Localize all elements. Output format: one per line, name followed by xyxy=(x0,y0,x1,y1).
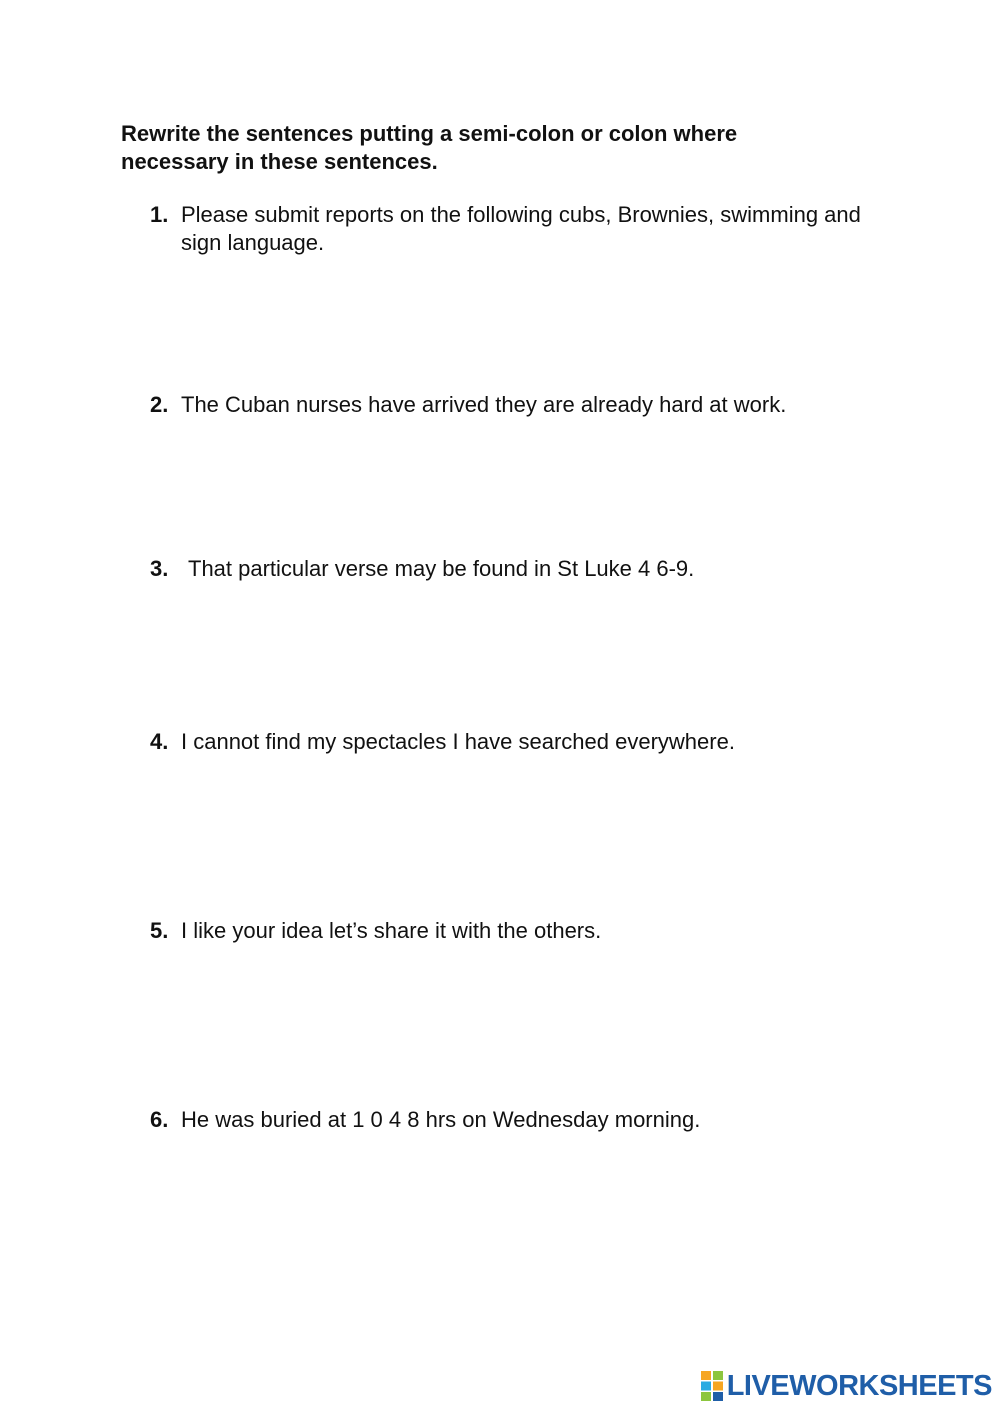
question-5 xyxy=(150,917,870,945)
liveworksheets-logo-icon xyxy=(701,1371,723,1401)
question-text: That particular verse may be found in St Luke 4 6-9. xyxy=(188,556,695,581)
question-number: 1. xyxy=(150,202,169,227)
question-number: 5. xyxy=(150,918,169,943)
liveworksheets-wordmark: LIVEWORKSHEETS xyxy=(726,1369,992,1402)
question-1 xyxy=(150,201,870,257)
question-4 xyxy=(150,728,870,756)
question-text: Please submit reports on the following cubs, Brownies, swimming and sign language. xyxy=(181,202,861,255)
question-number: 6. xyxy=(150,1107,169,1132)
question-number: 3. xyxy=(150,556,169,581)
question-text: I cannot find my spectacles I have searched everywhere. xyxy=(181,729,735,754)
question-6 xyxy=(150,1106,870,1134)
question-number: 2. xyxy=(150,392,169,417)
instructions-heading: Rewrite the sentences putting a semi-colon or colon where necessary in these sentences. xyxy=(121,121,738,174)
question-text: I like your idea let’s share it with the others. xyxy=(181,918,602,943)
question-text: He was buried at 1 0 4 8 hrs on Wednesday morning. xyxy=(181,1107,701,1132)
question-text: The Cuban nurses have arrived they are already hard at work. xyxy=(181,392,787,417)
liveworksheets-branding xyxy=(701,1369,992,1403)
question-2 xyxy=(150,391,870,419)
question-3 xyxy=(150,555,870,583)
question-number: 4. xyxy=(150,729,169,754)
